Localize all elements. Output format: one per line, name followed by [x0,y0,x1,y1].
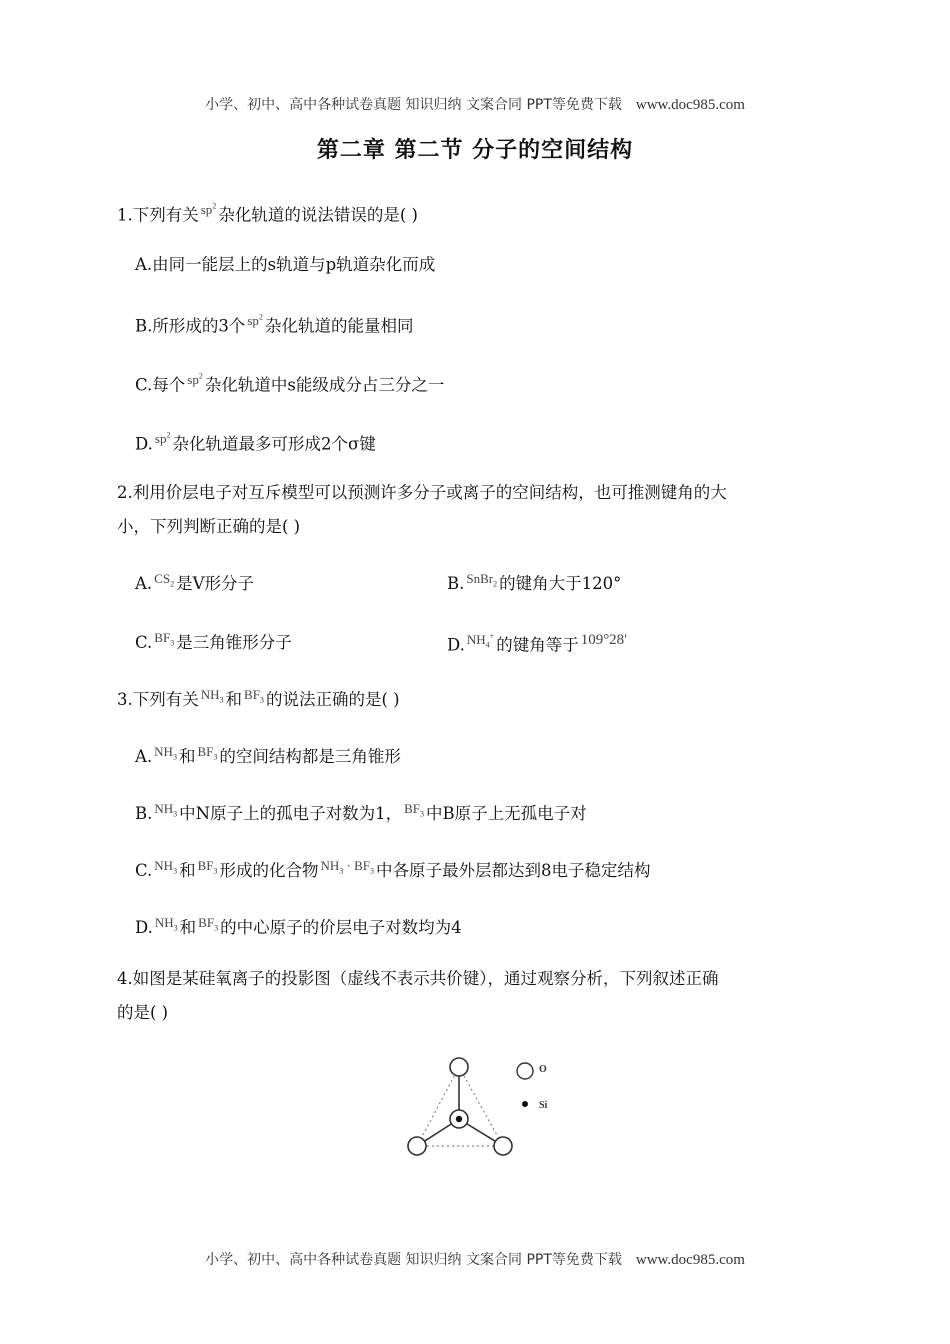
question-1-stem: 1.下列有关 $^{sp^2}$ 杂化轨道的说法错误的是( ) [117,202,418,225]
formula-snbr2: SnBr2 [466,571,498,589]
formula-bf3: BF3 [198,915,219,933]
q1-option-b[interactable]: B.所形成的3个 $^{sp^2}$ 杂化轨道的能量相同 [135,313,414,336]
q3-option-c[interactable]: C. $^{NH_3}$ 和 $^{BF_3}$ 形成的化合物 $^{NH_3 \cdot BF_3}$ 中各原子最外层都达到8电子稳定结构 [135,858,651,880]
legend-oxygen-icon [517,1063,533,1079]
q2-option-d[interactable]: D. $^{NH_4^+}$ 的键角等于 109°28′ [447,632,628,655]
silicon-atom-center [456,1116,462,1122]
question-4-stem-line1: 4.如图是某硅氧离子的投影图（虚线不表示共价键），通过观察分析，下列叙述正确 [117,969,719,988]
q3-option-d[interactable]: D. $^{NH_3}$ 和 $^{BF_3}$ 的中心原子的价层电子对数均为4 [135,915,462,937]
page-header [0,94,950,114]
dotted-edge-left [417,1067,459,1146]
legend-silicon-label: Si [539,1100,548,1111]
formula-bf3: BF3 [197,744,218,762]
q2-option-b[interactable]: B. $^{SnBr_2}$ 的键角大于120° [447,571,622,593]
angle-value: 109°28′ [580,632,628,649]
q1-option-a[interactable]: A.由同一能层上的s轨道与p轨道杂化而成 [135,255,436,274]
q2-option-a[interactable]: A. $^{CS_2}$ 是V形分子 [135,571,254,593]
footer-text: 小学、初中、高中各种试卷真题 知识归纳 文案合同 PPT等免费下载 [205,1252,622,1268]
formula-sp2: sp2 [200,202,217,218]
header-text: 小学、初中、高中各种试卷真题 知识归纳 文案合同 PPT等免费下载 [205,97,622,113]
question-4-stem-line2: 的是( ) [117,1003,169,1022]
q1-option-c[interactable]: C.每个 $^{sp^2}$ 杂化轨道中s能级成分占三分之一 [135,372,445,395]
formula-nh3: NH3 [200,687,224,705]
formula-nh3: NH3 [154,915,178,933]
question-2-stem-line2: 小，下列判断正确的是( ) [117,517,301,536]
formula-sp2: sp2 [154,431,171,447]
formula-nh3-bf3: NH3 · BF3 [320,858,375,876]
oxygen-atom-top [450,1058,468,1076]
formula-bf3: BF3 [244,687,264,705]
formula-sp2: sp2 [247,313,263,329]
page-title: 第二章 第二节 分子的空间结构 [316,137,634,163]
q2-option-c[interactable]: C. $^{BF_3}$ 是三角锥形分子 [135,630,292,652]
q1-option-d[interactable]: D. $^{sp^2}$ 杂化轨道最多可形成2个σ键 [135,431,376,454]
oxygen-atom-left [408,1137,426,1155]
page-footer [0,1249,950,1269]
question-3-stem: 3.下列有关 $^{NH_3}$ 和 $^{BF_3}$ 的说法正确的是( ) [117,687,400,709]
legend-silicon-icon [522,1101,528,1107]
silicate-diagram-svg [400,1048,560,1163]
formula-nh4: NH4+ [466,632,495,650]
legend-oxygen-label: O [539,1064,547,1075]
formula-bf3: BF3 [197,858,218,876]
formula-bf3: BF3 [404,801,424,819]
q3-option-b[interactable]: B. $^{NH_3}$ 中N原子上的孤电子对数为1， $^{BF_3}$ 中B原子上无孤电子对 [135,801,587,823]
q3-option-a[interactable]: A. $^{NH_3}$ 和 $^{BF_3}$ 的空间结构都是三角锥形 [135,744,401,766]
silicate-projection-diagram [400,1048,560,1167]
question-2-stem-line1: 2.利用价层电子对互斥模型可以预测许多分子或离子的空间结构，也可推测键角的大 [117,483,727,502]
footer-url[interactable]: www.doc985.com [635,1252,745,1268]
formula-nh3: NH3 [154,744,177,762]
formula-sp2: sp2 [187,372,203,388]
formula-nh3: NH3 [154,801,178,819]
dotted-edge-right [459,1067,503,1146]
formula-cs2: CS2 [154,571,175,589]
formula-bf3: BF3 [154,630,175,648]
formula-nh3: NH3 [154,858,178,876]
oxygen-atom-right [494,1137,512,1155]
header-url[interactable]: www.doc985.com [635,97,745,113]
